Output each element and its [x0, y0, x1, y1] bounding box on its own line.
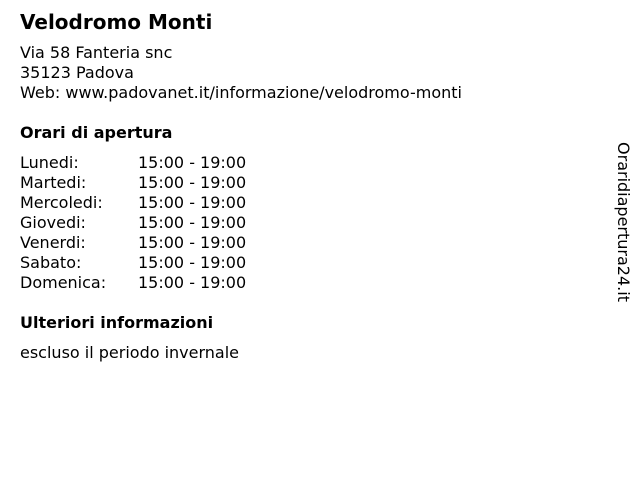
hours-row-wednesday	[20, 193, 320, 213]
hours-row-saturday	[20, 253, 320, 273]
hours-value: 15:00 - 19:00	[138, 173, 247, 192]
hours-row-tuesday	[20, 173, 320, 193]
day-label: Giovedi:	[20, 213, 86, 232]
hours-row-monday	[20, 153, 320, 173]
hours-value: 15:00 - 19:00	[138, 153, 247, 172]
more-info-heading: Ulteriori informazioni	[20, 313, 214, 332]
more-info-text: escluso il periodo invernale	[20, 343, 240, 362]
hours-row-friday	[20, 233, 320, 253]
day-label: Lunedi:	[20, 153, 79, 172]
day-label: Sabato:	[20, 253, 82, 272]
day-label: Martedi:	[20, 173, 87, 192]
hours-value: 15:00 - 19:00	[138, 233, 247, 252]
hours-value: 15:00 - 19:00	[138, 273, 247, 292]
hours-row-thursday	[20, 213, 320, 233]
hours-value: 15:00 - 19:00	[138, 193, 247, 212]
opening-hours-heading: Orari di apertura	[20, 123, 173, 142]
day-label: Mercoledi:	[20, 193, 103, 212]
day-label: Venerdi:	[20, 233, 86, 252]
brand-watermark: Oraridiapertura24.it	[614, 142, 633, 302]
hours-value: 15:00 - 19:00	[138, 253, 247, 272]
hours-row-sunday	[20, 273, 320, 293]
website-line: Web: www.padovanet.it/informazione/velodromo-monti	[20, 83, 462, 102]
address-block	[20, 43, 462, 103]
opening-hours-table	[20, 153, 320, 293]
page-title: Velodromo Monti	[20, 10, 213, 34]
day-label: Domenica:	[20, 273, 107, 292]
street-address: Via 58 Fanteria snc	[20, 43, 173, 62]
hours-value: 15:00 - 19:00	[138, 213, 247, 232]
city-address: 35123 Padova	[20, 63, 134, 82]
